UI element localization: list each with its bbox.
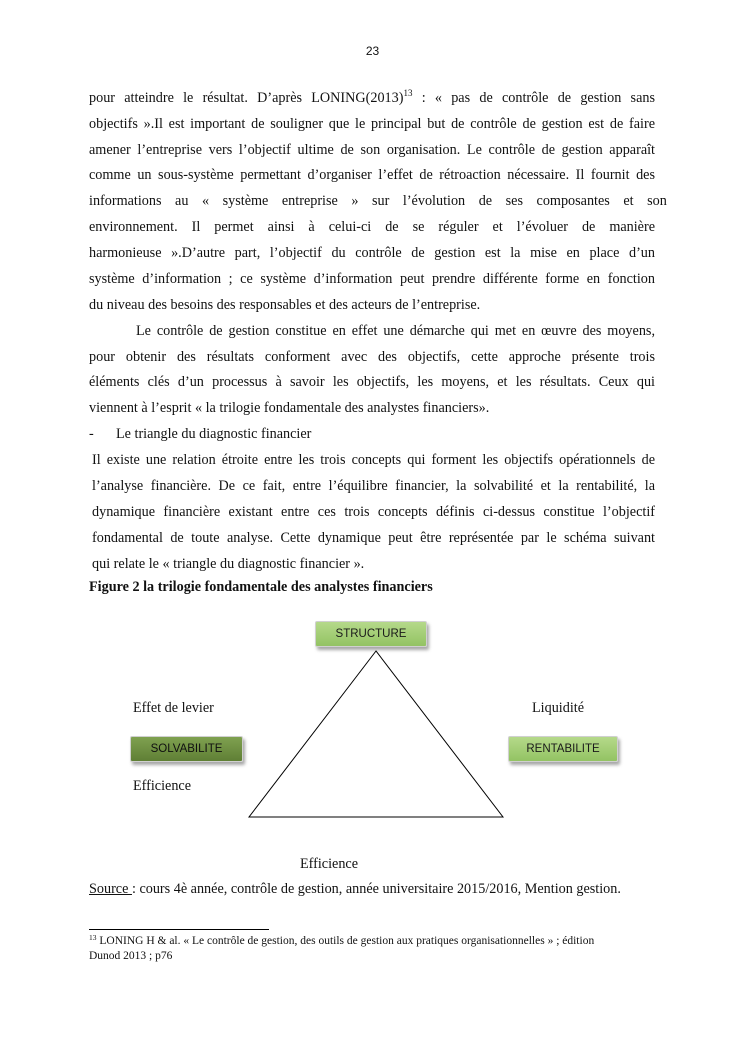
paragraph-1-line-8: système d’information ; ce système d’information peut prendre différente forme en fonction [89,271,655,287]
rentabilite-box: RENTABILITE [508,736,618,762]
paragraph-3-line-2: l’analyse financière. De ce fait, entre l’équilibre financier, la solvabilité et la rentabilité, la [92,478,655,494]
paragraph-2-line-3: éléments clés d’un processus à savoir les objectifs, les moyens, et les résultats. Ceux qui [89,374,655,390]
footnote-line-1 [89,935,594,947]
triangle-shape [249,651,503,817]
figure-title: Figure 2 la trilogie fondamentale des analystes financiers [89,579,433,595]
solvabilite-box: SOLVABILITE [130,736,243,762]
paragraph-1-line-4: comme un sous-système permettant d’organiser l’effet de rétroaction nécessaire. Il fournit des [89,167,655,183]
paragraph-1-line-7: harmonieuse ».D’autre part, l’objectif du contrôle de gestion est la mise en place d’un [89,245,655,261]
paragraph-3-line-4: fondamental de toute analyse. Cette dynamique peut être représentée par le schéma suivant [92,530,655,546]
paragraph-1-line-1-text: pour atteindre le résultat. D’après LONING(2013) [89,90,404,106]
footnote-text: LONING H & al. « Le contrôle de gestion, des outils de gestion aux pratiques organisationnelles » ; édition [96,935,595,947]
paragraph-3-line-5: qui relate le « triangle du diagnostic financier ». [92,556,365,572]
structure-box: STRUCTURE [315,621,427,647]
paragraph-1-line-9: du niveau des besoins des responsables et des acteurs de l’entreprise. [89,297,481,313]
footnote-number: 13 [89,933,97,942]
source-text: : cours 4è année, contrôle de gestion, année universitaire 2015/2016, Mention gestion. [131,881,621,897]
paragraph-2-line-4: viennent à l’esprit « la trilogie fondamentale des analystes financiers». [89,400,490,416]
bullet-dash: - [89,426,94,442]
paragraph-2-line-2: pour obtenir des résultats conforment avec des objectifs, cette approche présente trois [89,349,655,365]
paragraph-1-line-5: informations au « système entreprise » sur l’évolution de ses composantes et son [89,193,667,209]
effet-de-levier-label: Effet de levier [133,700,214,716]
paragraph-1-line-6: environnement. Il permet ainsi à celui-ci de se réguler et l’évoluer de manière [89,219,655,235]
footnote-ref: 13 [403,88,413,98]
liquidite-label: Liquidité [532,700,585,716]
paragraph-3-line-1: Il existe une relation étroite entre les trois concepts qui forment les objectifs opérationnels de [92,452,655,468]
figure-source [89,881,621,898]
footnote-divider [89,929,269,930]
paragraph-3-line-3: dynamique financière existant entre ces trois concepts définis ci-dessus constitue l’objectif [92,504,655,520]
source-label: Source [89,881,132,897]
bullet-heading: Le triangle du diagnostic financier [116,426,312,442]
footnote-line-2: Dunod 2013 ; p76 [89,950,173,962]
paragraph-1-line-3: amener l’entreprise vers l’objectif ultime de son organisation. Le contrôle de gestion apparaît [89,142,655,158]
efficience-bottom-label: Efficience [300,856,359,872]
page-number: 23 [365,44,380,58]
paragraph-1-line-2: objectifs ».Il est important de souligner que le principal but de contrôle de gestion est de faire [89,116,655,132]
efficience-left-label: Efficience [133,778,192,794]
paragraph-1-line-1-rest: : « pas de contrôle de gestion sans [412,90,655,106]
paragraph-2-line-1: Le contrôle de gestion constitue en effet une démarche qui met en œuvre des moyens, [136,323,655,339]
